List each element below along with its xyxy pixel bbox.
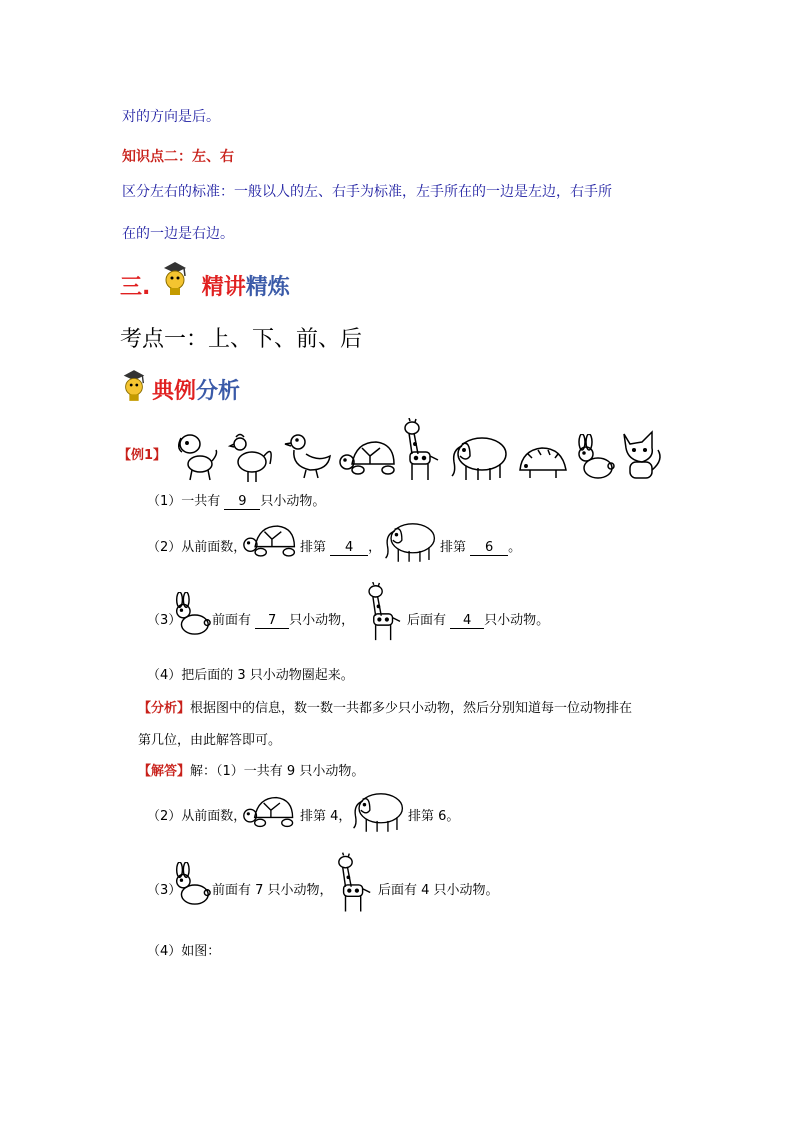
rabbit-icon [572,434,616,482]
question-2-end [440,536,521,556]
section-number: 三. [120,275,151,300]
answer-tag: 【解答】 [138,764,191,779]
q1-answer-blank: 9 [224,494,260,510]
knowledge-heading: 知识点二：左、右 [122,149,234,165]
question-1 [147,490,325,510]
q3-unit-1: 只小动物， [289,613,355,628]
scholar-mascot-icon [120,368,148,402]
q2-label-1: 排第 [300,540,327,555]
question-4: （4）把后面的 3 只小动物圈起来。 [147,668,354,683]
section-title [120,270,290,301]
question-2-middle [300,536,381,556]
section-title-a: 精讲 [201,275,246,300]
q2-label-2: 排第 [440,540,467,555]
fox-icon [618,430,666,484]
giraffe-icon [402,418,442,482]
scholar-mascot-icon [160,260,190,296]
question-2-prefix: （2）从前面数， [147,540,247,555]
question-3-middle [212,609,354,629]
analysis-line2: 第几位，由此解答即可。 [138,733,282,748]
kaodian-heading: 考点一：上、下、前、后 [120,327,363,352]
answer-3-prefix: （3） [147,883,182,898]
elephant-icon [448,432,510,482]
giraffe-icon [336,852,374,914]
turtle-icon [338,436,400,480]
question-3-prefix: （3） [147,613,182,628]
elephant-icon [382,518,438,564]
answer-2-prefix: （2）从前面数， [147,809,247,824]
example-heading-b: 分析 [196,379,241,404]
turtle-icon [242,792,298,832]
rabbit-icon [170,592,212,638]
example-heading-a: 典例 [152,379,197,404]
question-3-end [407,609,549,629]
knowledge-para-line2: 在的一边是右边。 [122,226,234,242]
q1-prefix: （1）一共有 [147,494,221,509]
q3-answer-blank-2: 4 [450,613,484,629]
q3-label-1: 前面有 [212,613,252,628]
q2-answer-blank-2: 6 [470,540,508,556]
example-heading [152,374,240,405]
section-title-b: 精炼 [245,275,290,300]
answer-2-middle: 排第 4， [300,809,352,824]
q3-label-2: 后面有 [407,613,447,628]
knowledge-para-line1: 区分左右的标准：一般以人的左、右手为标准，左手所在的一边是左边，右手所 [122,184,612,200]
q3-unit-2: 只小动物。 [484,613,550,628]
intro-line: 对的方向是后。 [122,109,220,125]
analysis-tag: 【分析】 [138,701,191,716]
answer-line1 [138,760,364,779]
q2-answer-blank-1: 4 [330,540,368,556]
answer-2-end: 排第 6。 [408,809,460,824]
duck-icon [284,430,336,482]
elephant-icon [350,788,406,834]
hedgehog-icon [514,440,570,482]
turtle-icon [242,520,300,562]
giraffe-icon [366,582,404,642]
rooster-icon [226,430,276,484]
answer-3-end: 后面有 4 只小动物。 [378,883,499,898]
q1-suffix: 只小动物。 [260,494,326,509]
answer-3-middle: 前面有 7 只小动物， [212,883,333,898]
analysis-text-1: 根据图中的信息，数一数一共都多少只小动物，然后分别知道每一位动物排在 [190,701,633,716]
q3-answer-blank-1: 7 [255,613,289,629]
example-tag: 【例1】 [118,448,167,463]
q2-separator: ， [368,540,382,555]
q2-suffix: 。 [508,540,522,555]
analysis-line1 [138,697,632,716]
rabbit-icon [170,862,212,908]
answer-text-1: 解：（1）一共有 9 只小动物。 [190,764,365,779]
answer-4: （4）如图： [147,944,221,959]
dog-icon [172,428,220,482]
